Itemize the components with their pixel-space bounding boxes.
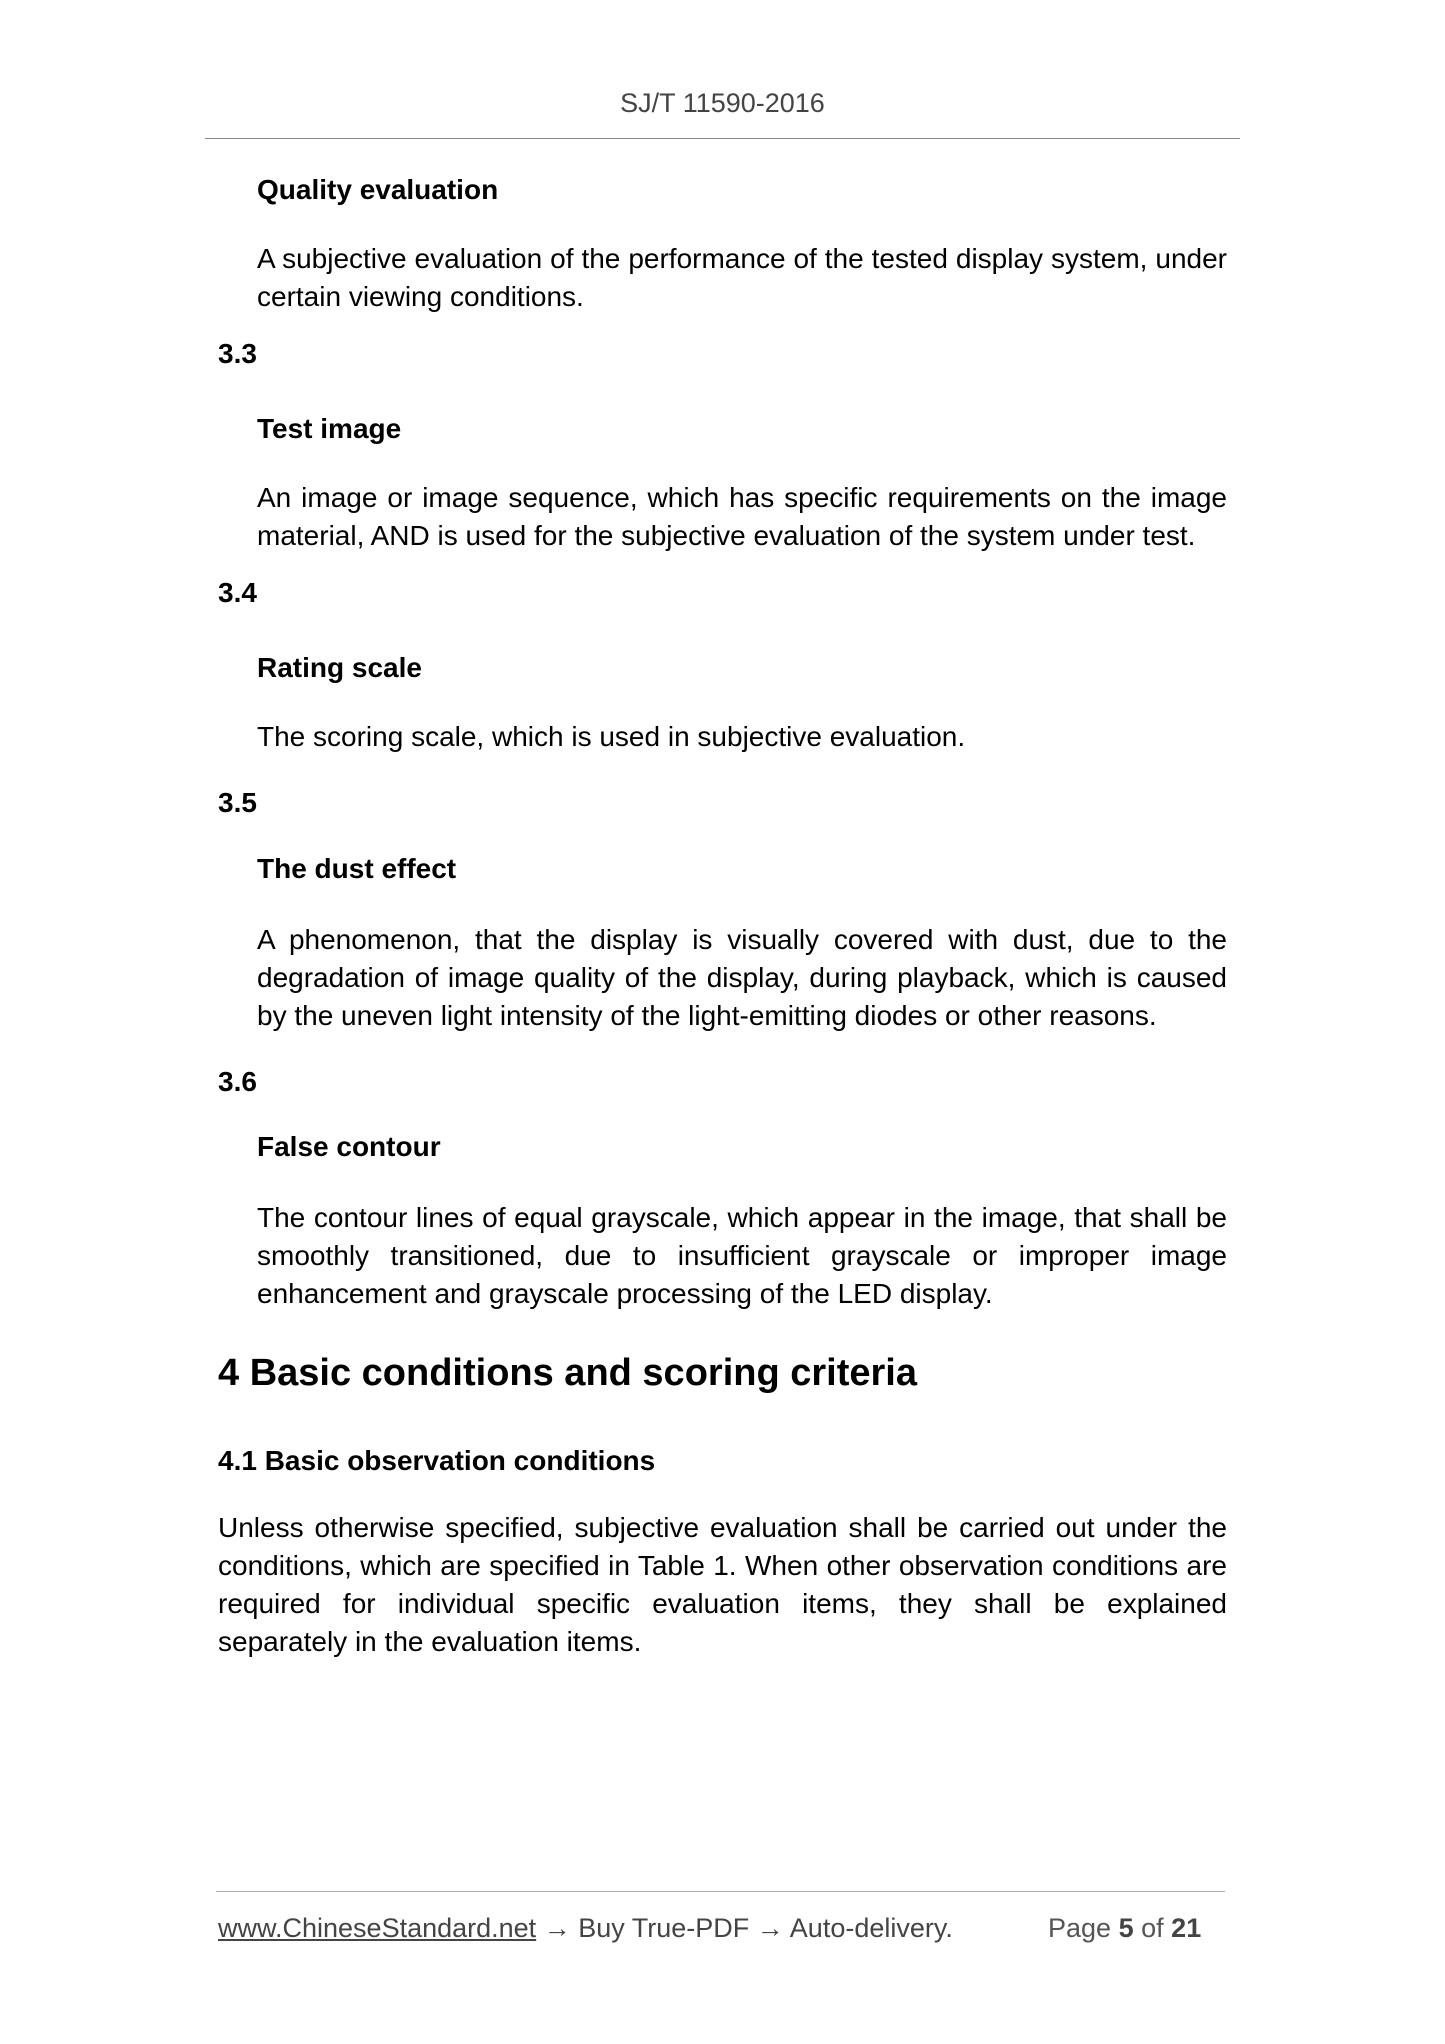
section-heading: 4 Basic conditions and scoring criteria bbox=[218, 1352, 917, 1394]
page-label: Page bbox=[1048, 1913, 1112, 1943]
page-current: 5 bbox=[1118, 1913, 1134, 1943]
section-paragraph: Unless otherwise specified, subjective evaluation shall be carried out under the conditions, which are specified in Table 1. When other observation conditions are required for individual specific evaluation items, they shall be explained separately in the evaluation items. bbox=[218, 1512, 1227, 1657]
arrow-icon: → bbox=[543, 1913, 571, 1943]
page-total: 21 bbox=[1171, 1913, 1202, 1943]
term-quality-evaluation: Quality evaluation bbox=[257, 174, 499, 205]
definition-false-contour: The contour lines of equal grayscale, which appear in the image, that shall be smoothly transitioned, due to insufficient grayscale or improper image enhancement and grayscale processing of the LED display. bbox=[257, 1202, 1227, 1309]
definition-rating-scale: The scoring scale, which is used in subjective evaluation. bbox=[257, 721, 966, 752]
footer-promo bbox=[218, 1913, 953, 1944]
clause-number-3-6: 3.6 bbox=[218, 1066, 257, 1097]
page-indicator bbox=[1048, 1913, 1201, 1944]
document-id-header: SJ/T 11590-2016 bbox=[620, 88, 825, 118]
subsection-heading: 4.1 Basic observation conditions bbox=[218, 1445, 656, 1476]
clause-number-3-4: 3.4 bbox=[218, 577, 257, 608]
header-divider bbox=[205, 138, 1240, 139]
term-rating-scale: Rating scale bbox=[257, 652, 422, 683]
of-label: of bbox=[1141, 1913, 1164, 1943]
definition-dust-effect: A phenomenon, that the display is visually covered with dust, due to the degradation of image quality of the display, during playback, which is caused by the uneven light intensity of the light-emitting diodes or other reasons. bbox=[257, 924, 1227, 1031]
clause-number-3-3: 3.3 bbox=[218, 338, 257, 369]
term-dust-effect: The dust effect bbox=[257, 853, 457, 884]
definition-quality-evaluation: A subjective evaluation of the performance of the tested display system, under certain viewing conditions. bbox=[257, 243, 1227, 312]
term-false-contour: False contour bbox=[257, 1131, 441, 1162]
definition-test-image: An image or image sequence, which has specific requirements on the image material, AND is used for the subjective evaluation of the system under test. bbox=[257, 482, 1227, 551]
footer-divider bbox=[216, 1891, 1225, 1892]
website-link[interactable]: www.ChineseStandard.net bbox=[218, 1913, 537, 1943]
arrow-icon: → bbox=[756, 1913, 784, 1943]
term-test-image: Test image bbox=[257, 413, 402, 444]
buy-text: Buy True-PDF bbox=[578, 1913, 750, 1943]
delivery-text: Auto-delivery. bbox=[789, 1913, 953, 1943]
clause-number-3-5: 3.5 bbox=[218, 787, 257, 818]
